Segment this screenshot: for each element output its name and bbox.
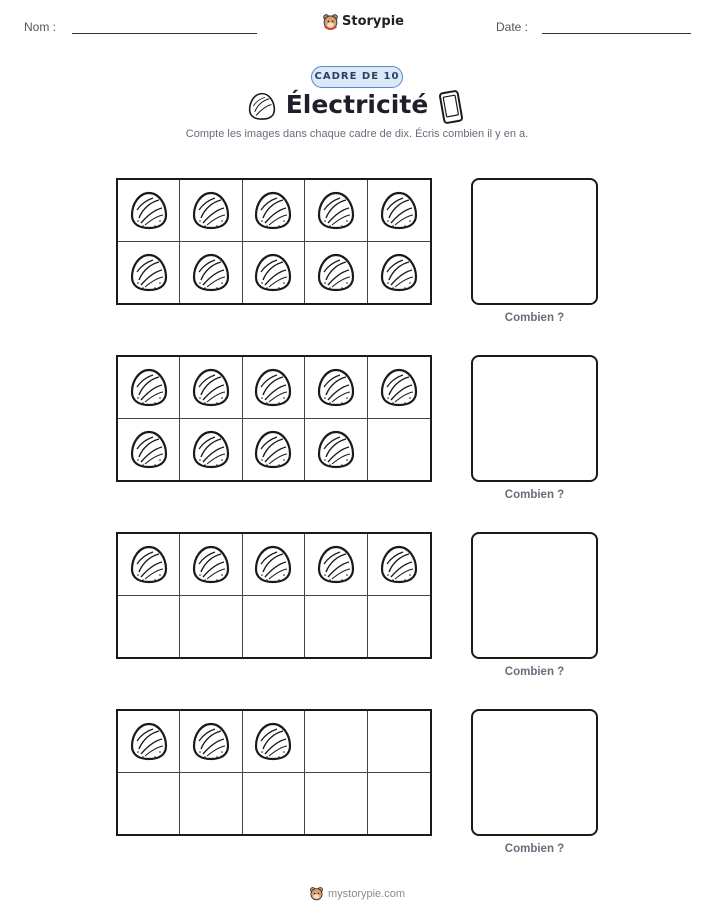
- date-line[interactable]: [542, 33, 691, 34]
- frame-cell: [118, 773, 180, 835]
- frame-cell: [305, 357, 367, 419]
- stone-icon: [127, 250, 171, 294]
- frame-cell: [118, 242, 180, 304]
- footer: [0, 886, 714, 901]
- frame-cell: [243, 711, 305, 773]
- stone-icon: [189, 427, 233, 471]
- question-label: Combien ?: [504, 666, 565, 678]
- frame-cell: [180, 596, 242, 658]
- stone-icon: [314, 250, 358, 294]
- frame-cell: [243, 242, 305, 304]
- frame-cell: [243, 419, 305, 481]
- stone-icon: [377, 188, 421, 232]
- frame-cell: [305, 534, 367, 596]
- answer-box[interactable]: [471, 355, 598, 482]
- frame-cell: [180, 357, 242, 419]
- frame-cell: [305, 596, 367, 658]
- stone-icon: [251, 542, 295, 586]
- stone-icon: [127, 719, 171, 763]
- brand-logo: [322, 13, 404, 30]
- name-line[interactable]: [72, 33, 257, 34]
- frame-cell: [180, 773, 242, 835]
- stone-icon: [189, 365, 233, 409]
- frame-cell: [118, 419, 180, 481]
- worksheet-title: Électricité: [285, 90, 429, 119]
- stone-icon: [314, 365, 358, 409]
- stone-icon: [251, 719, 295, 763]
- frame-cell: [305, 180, 367, 242]
- frame-cell: [368, 180, 430, 242]
- stone-icon: [127, 188, 171, 232]
- answer-box[interactable]: [471, 532, 598, 659]
- stone-icon: [127, 427, 171, 471]
- frame-cell: [118, 596, 180, 658]
- frame-cell: [305, 419, 367, 481]
- frame-cell: [243, 357, 305, 419]
- stone-icon: [377, 542, 421, 586]
- stone-icon: [189, 719, 233, 763]
- name-label: Nom :: [24, 20, 57, 34]
- frame-cell: [368, 596, 430, 658]
- question-label: Combien ?: [504, 843, 565, 855]
- ten-frame: [116, 709, 432, 836]
- stone-icon: [377, 365, 421, 409]
- frame-cell: [180, 419, 242, 481]
- stone-icon: [189, 542, 233, 586]
- date-label: Date :: [496, 20, 529, 34]
- ten-frame: [116, 532, 432, 659]
- phone-icon: [437, 90, 465, 124]
- stone-icon: [251, 427, 295, 471]
- ten-frame: [116, 178, 432, 305]
- frame-cell: [305, 711, 367, 773]
- stone-icon: [314, 188, 358, 232]
- stone-icon: [127, 365, 171, 409]
- answer-box[interactable]: [471, 178, 598, 305]
- ten-frame: [116, 355, 432, 482]
- frame-cell: [180, 180, 242, 242]
- stone-icon: [314, 427, 358, 471]
- frame-cell: [118, 357, 180, 419]
- frame-cell: [118, 711, 180, 773]
- question-label: Combien ?: [504, 312, 565, 324]
- frame-cell: [305, 242, 367, 304]
- stone-icon: [127, 542, 171, 586]
- frame-cell: [368, 242, 430, 304]
- frame-cell: [180, 242, 242, 304]
- frame-cell: [368, 711, 430, 773]
- worksheet-type-badge: CADRE DE 10: [311, 66, 403, 88]
- frame-cell: [243, 180, 305, 242]
- stone-icon: [251, 250, 295, 294]
- frame-cell: [180, 711, 242, 773]
- frame-cell: [368, 773, 430, 835]
- brand-name: Storypie: [342, 14, 404, 29]
- stone-icon: [251, 188, 295, 232]
- frame-cell: [368, 534, 430, 596]
- answer-box[interactable]: [471, 709, 598, 836]
- frame-cell: [368, 357, 430, 419]
- frame-cell: [368, 419, 430, 481]
- instructions: Compte les images dans chaque cadre de dix. Écris combien il y en a.: [185, 128, 529, 140]
- bear-mascot-icon: [309, 886, 324, 901]
- frame-cell: [243, 534, 305, 596]
- stone-icon: [189, 250, 233, 294]
- footer-site: mystorypie.com: [327, 887, 406, 900]
- stone-icon: [189, 188, 233, 232]
- question-label: Combien ?: [504, 489, 565, 501]
- frame-cell: [118, 534, 180, 596]
- bear-mascot-icon: [322, 13, 339, 30]
- stone-icon: [377, 250, 421, 294]
- stone-icon: [314, 542, 358, 586]
- frame-cell: [243, 773, 305, 835]
- frame-cell: [118, 180, 180, 242]
- stone-icon: [251, 365, 295, 409]
- frame-cell: [243, 596, 305, 658]
- frame-cell: [180, 534, 242, 596]
- frame-cell: [305, 773, 367, 835]
